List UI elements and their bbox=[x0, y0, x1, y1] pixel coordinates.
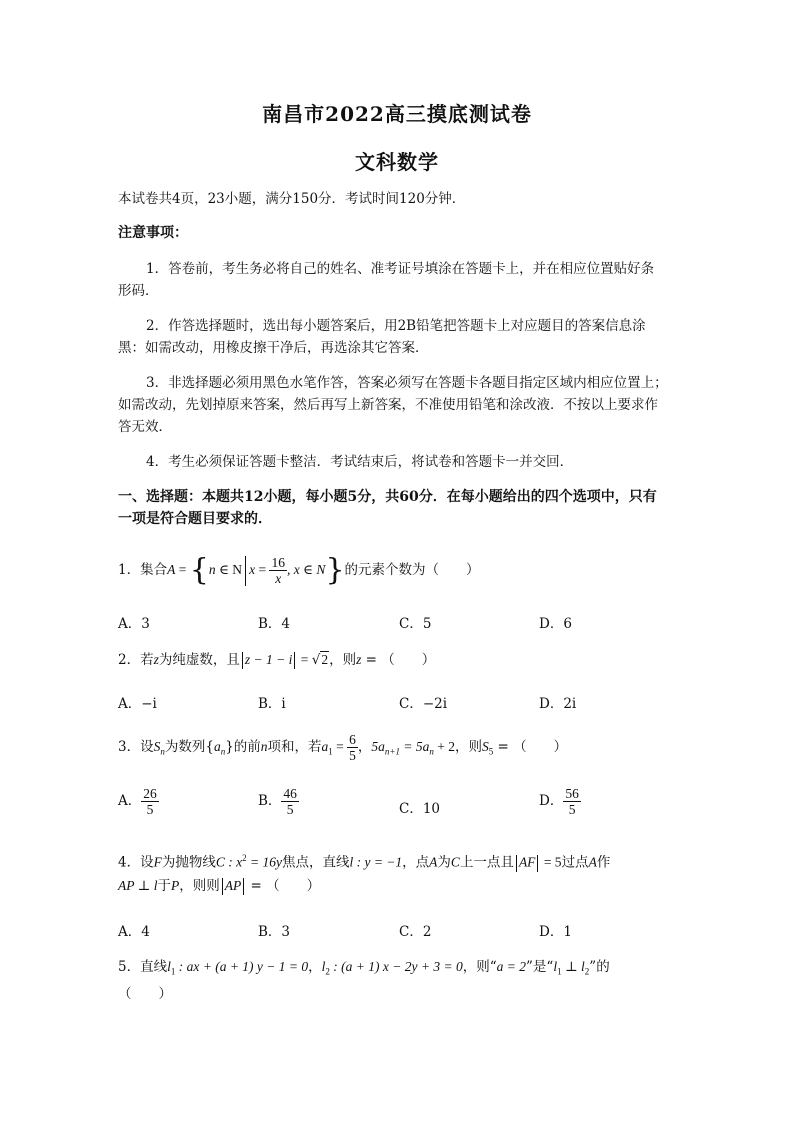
q4-mid3: ，点 bbox=[402, 854, 430, 871]
abs-bar-right bbox=[243, 878, 244, 895]
q3-seq-sub: n bbox=[220, 746, 226, 757]
q2-option-a: A．−i bbox=[118, 696, 157, 712]
q5-perp-l1-sub: 1 bbox=[557, 966, 562, 977]
q1-option-a: A．3 bbox=[118, 616, 150, 632]
q3-option-b bbox=[258, 786, 299, 817]
left-brace-icon: { bbox=[189, 552, 209, 588]
q4-af-tail: = 5 bbox=[540, 854, 562, 870]
q2-abs-expr: z − 1 − i bbox=[244, 652, 293, 667]
q3-opt-d-label: D． bbox=[539, 793, 564, 809]
q4-line2-expr: AP ⊥ l bbox=[118, 878, 158, 893]
q3-opt-b-num: 46 bbox=[283, 786, 297, 801]
q3-rec-sub: n+1 bbox=[384, 746, 400, 757]
q3-opt-b-frac bbox=[281, 786, 299, 817]
right-brace-icon: } bbox=[325, 552, 345, 588]
q2-eq: = bbox=[297, 652, 312, 667]
section-1-line-1: 一、选择题：本题共12小题，每小题5分，共60分．在每小题给出的四个选项中，只有 bbox=[118, 489, 657, 505]
q4-ap: AP bbox=[224, 878, 242, 893]
q2-option-d: D．2i bbox=[539, 696, 577, 712]
q3-opt-d-frac bbox=[563, 786, 581, 817]
q5-perp-l2-sub: 2 bbox=[584, 966, 590, 977]
q5-mid2: ”是“ bbox=[526, 959, 554, 975]
q3-opt-a-num: 26 bbox=[143, 786, 157, 801]
question-1 bbox=[118, 553, 683, 587]
q5-tail: ”的 bbox=[589, 959, 610, 975]
q4-F: F bbox=[153, 854, 162, 870]
q2-sqrt-val: 2 bbox=[321, 652, 329, 667]
q4-mid6: 过点 bbox=[561, 854, 589, 871]
q1-elem: n bbox=[208, 562, 216, 577]
q3-opt-d-den: 5 bbox=[563, 801, 581, 817]
q4-option-d: D．1 bbox=[539, 924, 572, 940]
notice-1-line-1: 1．答卷前，考生务必将自己的姓名、准考证号填涂在答题卡上，并在相应位置贴好条 bbox=[146, 261, 655, 277]
q3-frac-den: 5 bbox=[349, 748, 356, 763]
notice-heading: 注意事项： bbox=[118, 225, 188, 241]
q1-frac-den: x bbox=[269, 570, 287, 586]
q5-perp-l1: l bbox=[553, 959, 558, 974]
q5-sep: ， bbox=[308, 959, 322, 975]
q3-rec: 5a bbox=[371, 739, 385, 754]
q3-mid3: 项和，若 bbox=[267, 739, 322, 755]
section-1-line-2: 一项是符合题目要求的． bbox=[118, 511, 272, 527]
page-title: 南昌市2022高三摸底测试卷 bbox=[262, 102, 532, 126]
q3-a1: a bbox=[321, 739, 329, 754]
q4-C: C bbox=[450, 854, 460, 870]
q3-opt-b-den: 5 bbox=[281, 801, 299, 817]
q5-l1-expr: : ax + (a + 1) y − 1 = 0 bbox=[175, 959, 309, 974]
q5-perp: ⊥ bbox=[561, 959, 582, 974]
q3-opt-a-frac bbox=[141, 786, 159, 817]
q3-prefix: 3．设 bbox=[118, 739, 154, 755]
q4-A2: A bbox=[588, 854, 597, 870]
q2-sqrt bbox=[312, 651, 329, 669]
q4-sq: 2 bbox=[242, 853, 247, 863]
q5-l2-expr: : (a + 1) x − 2y + 3 = 0 bbox=[329, 959, 463, 974]
notice-2-line-2: 黑：如需改动，用橡皮擦干净后，再选涂其它答案． bbox=[118, 340, 429, 356]
notice-3-line-1: 3．非选择题必须用黑色水笔作答，答案必须写在答题卡各题目指定区域内相应位置上； bbox=[146, 375, 668, 391]
q4-A: A bbox=[429, 854, 438, 870]
q4-option-a: A．4 bbox=[118, 924, 150, 940]
q3-opt-b-label: B． bbox=[258, 793, 282, 809]
q4-parabola-tail: = 16y bbox=[246, 854, 282, 870]
q1-set-var: A bbox=[167, 562, 176, 577]
q4-mid7: 作 bbox=[596, 854, 611, 871]
q3-rec-tail: + 2 bbox=[433, 739, 455, 754]
q3-eq: = bbox=[332, 739, 348, 754]
q3-then: ，则 bbox=[454, 739, 482, 755]
q4-mid2: 焦点，直线 bbox=[281, 854, 350, 871]
notice-2-line-1: 2．作答选择题时，选出每小题答案后，用2B铅笔把答题卡上对应题目的答案信息涂 bbox=[146, 318, 646, 334]
q3-a1-sub: 1 bbox=[328, 746, 333, 757]
notice-3-line-2: 如需改动，先划掉原来答案，然后再写上新答案，不准使用铅笔和涂改液．不按以上要求作 bbox=[118, 397, 658, 413]
q2-tail: = （ ） bbox=[361, 652, 436, 668]
set-divider bbox=[245, 556, 246, 586]
q3-fraction bbox=[347, 732, 358, 763]
q1-prefix: 1．集合 bbox=[118, 562, 168, 578]
q5-mid: ，则“ bbox=[462, 959, 497, 975]
q1-in: ∈ N bbox=[215, 562, 243, 577]
q4-option-c: C．2 bbox=[399, 924, 432, 940]
q5-l2-sub: 2 bbox=[325, 966, 330, 977]
q1-cond-eq: = bbox=[255, 562, 270, 577]
q4-mid1: 为抛物线 bbox=[161, 854, 216, 871]
q1-frac-num: 16 bbox=[271, 555, 285, 570]
abs-bar-right bbox=[294, 652, 295, 669]
q5-perp-l2: l bbox=[581, 959, 585, 974]
question-5-line-1 bbox=[118, 958, 683, 981]
q4-parabola: C : x bbox=[215, 854, 243, 870]
q3-option-c: C．10 bbox=[399, 801, 441, 817]
q3-option-d bbox=[539, 786, 581, 817]
q1-fraction bbox=[269, 555, 287, 586]
q3-opt-a-den: 5 bbox=[141, 801, 159, 817]
q4-mid5: 上一点且 bbox=[459, 854, 514, 871]
q3-opt-a-label: A． bbox=[118, 793, 142, 809]
q5-prefix: 5．直线 bbox=[118, 959, 168, 975]
q3-mid1: 为数列 bbox=[164, 739, 206, 755]
q4-option-b: B．3 bbox=[258, 924, 291, 940]
q3-sn: S bbox=[153, 739, 161, 754]
q4-line-l: l : y = −1 bbox=[349, 854, 403, 870]
q2-option-b: B．i bbox=[258, 696, 286, 712]
q1-cond-tail: , x ∈ N bbox=[286, 562, 326, 577]
q3-option-a bbox=[118, 786, 159, 817]
q3-n: n bbox=[260, 739, 268, 754]
q1-cond-x: x bbox=[249, 562, 256, 577]
q5-cond: a = 2 bbox=[496, 959, 526, 974]
question-2 bbox=[118, 651, 683, 669]
q2-prefix: 2．若 bbox=[118, 652, 154, 668]
q1-suffix: 的元素个数为（ ） bbox=[344, 562, 480, 578]
q4-mid4: 为 bbox=[437, 854, 451, 871]
question-5-line-2: （ ） bbox=[118, 986, 172, 1002]
q2-then: ，则 bbox=[329, 652, 357, 668]
q3-tail: = （ ） bbox=[493, 739, 568, 755]
notice-4-line-1: 4．考生必须保证答题卡整洁．考试结束后，将试卷和答题卡一并交回． bbox=[146, 454, 574, 470]
question-4-line-1 bbox=[118, 849, 683, 872]
abs-bar-left bbox=[242, 652, 243, 669]
q4-line2-mid: 于 bbox=[157, 878, 171, 894]
q1-option-b: B．4 bbox=[258, 616, 291, 632]
q2-var-z: z bbox=[153, 652, 159, 667]
abs-bar-left bbox=[222, 878, 223, 895]
q3-opt-d-num: 56 bbox=[565, 786, 579, 801]
q3-rec-mid: = 5a bbox=[399, 739, 430, 754]
sqrt-icon: √ bbox=[311, 652, 321, 668]
q3-s5: S bbox=[481, 739, 489, 754]
intro-text: 本试卷共4页，23小题，满分150分．考试时间120分钟． bbox=[118, 191, 466, 207]
q1-option-c: C．5 bbox=[399, 616, 432, 632]
q3-mid2: 的前 bbox=[233, 739, 261, 755]
q3-rec-sub2: n bbox=[429, 746, 434, 757]
notice-3-line-3: 答无效． bbox=[118, 419, 172, 435]
question-3: 3．设$S_n$为数列$\{a_n\}$的前n项和，若$a_1$ = $\frac{6}{5}$ ，$5a_{n+1} = 5a_n + 2$，则$S_5$ = （ ） bbox=[118, 732, 568, 763]
abs-bar-right bbox=[537, 855, 538, 872]
q4-prefix: 4．设 bbox=[118, 854, 154, 871]
q1-eq: = bbox=[175, 562, 190, 577]
q3-seq: a bbox=[213, 739, 221, 754]
q2-option-c: C．−2i bbox=[399, 696, 448, 712]
q5-l1: l bbox=[167, 959, 171, 974]
notice-1-line-2: 形码． bbox=[118, 283, 159, 299]
q4-P: P bbox=[170, 878, 180, 893]
q5-l1-sub: 1 bbox=[170, 966, 176, 977]
q2-var-z2: z bbox=[356, 652, 362, 667]
page-subtitle: 文科数学 bbox=[355, 150, 439, 174]
q3-sn-sub: n bbox=[160, 746, 165, 757]
q4-af: AF bbox=[518, 854, 536, 870]
q1-option-d: D．6 bbox=[539, 616, 572, 632]
q4-tail: = （ ） bbox=[246, 878, 321, 894]
q3-frac-num: 6 bbox=[349, 732, 356, 747]
question-4-line-2 bbox=[118, 877, 683, 895]
q5-l2: l bbox=[321, 959, 326, 974]
abs-bar-left bbox=[516, 855, 517, 872]
q3-s5-sub: 5 bbox=[488, 746, 494, 757]
q4-line2-mid2: ，则则 bbox=[179, 878, 220, 894]
q2-mid: 为纯虚数，且 bbox=[158, 652, 240, 668]
